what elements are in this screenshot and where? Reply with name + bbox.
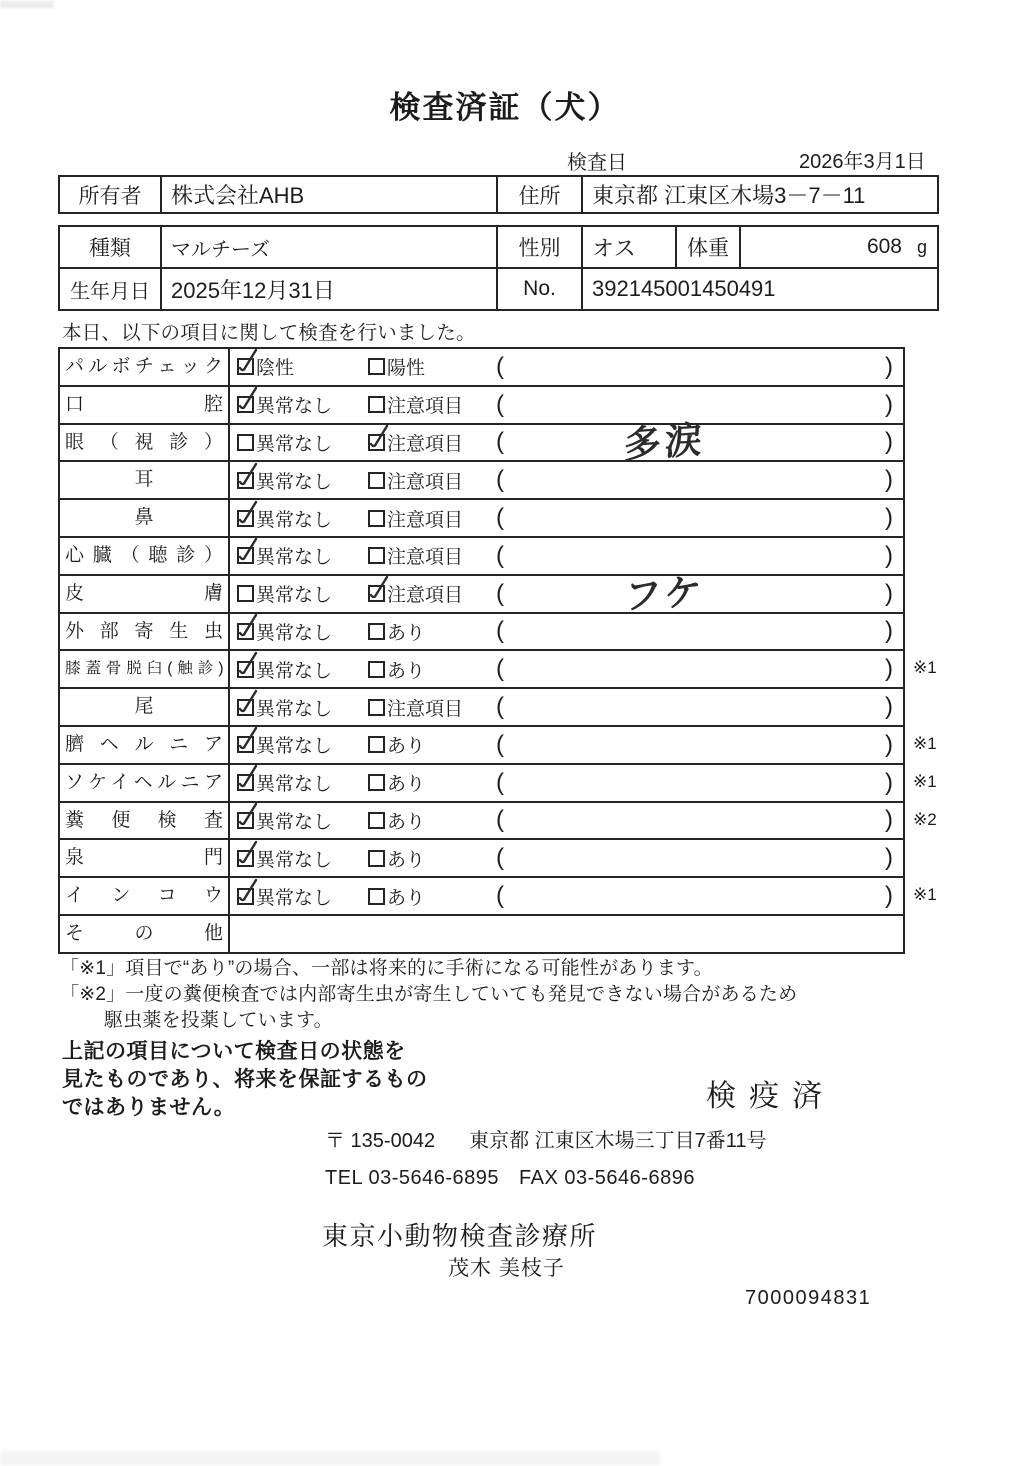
option1-label: 異常なし [256,774,333,796]
check-mark-icon [235,725,259,753]
table-row-box [58,460,905,500]
option2-label: あり [387,736,426,758]
option2 [368,614,425,650]
table-row [58,838,937,878]
table-row-box [58,536,905,576]
option1-label: 異常なし [256,471,333,493]
row-options [230,387,903,423]
address-label: 住所 [498,177,583,212]
check-mark-icon [235,536,259,564]
item-label: 皮膚 [60,576,230,612]
footnote-1: 「※1」項目で“あり”の場合、一部は将来的に手術になる可能性があります。 [60,958,713,979]
option1-label: 異常なし [256,585,333,607]
clinic-name: 東京小動物検査診療所 [322,1221,598,1251]
row-options [230,419,903,467]
table-row-box [58,419,905,467]
item-label: 口腔 [60,387,230,423]
option2-checkbox [368,812,385,829]
close-paren: ) [885,579,893,607]
item-label: 糞便検査 [60,803,230,839]
footnotes [60,956,797,1034]
option2-checkbox [368,396,385,413]
open-paren: ( [496,579,504,607]
option2-checkbox [368,434,385,451]
option1 [237,462,332,498]
option1-checkbox [237,510,254,527]
option1-checkbox [237,888,254,905]
row-options [230,570,903,618]
option1 [237,425,332,461]
option1-label: 異常なし [256,509,333,531]
table-row [58,570,937,618]
no-label: No. [498,269,583,309]
item-label: その他 [60,916,230,952]
open-paren: ( [496,693,504,721]
option1 [237,765,332,801]
close-paren: ) [885,655,893,683]
option1-checkbox [237,736,254,753]
fax-number: FAX 03-5646-6896 [519,1167,695,1189]
check-mark-icon [235,347,259,375]
option1-label: 異常なし [256,547,333,569]
check-mark-icon [235,688,259,716]
option2-checkbox [368,510,385,527]
option1-checkbox [237,396,254,413]
postal-code: 〒 135-0042 [325,1130,436,1152]
weight-cell [741,227,937,267]
scan-artifact-top [0,1,54,8]
option1-checkbox [237,358,254,375]
close-paren: ) [885,352,893,380]
open-paren: ( [496,806,504,834]
pet-info-table [58,225,939,311]
option1 [237,651,332,687]
tel-number: TEL 03-5646-6895 [325,1167,500,1189]
option2-label: 注意項目 [387,509,464,531]
open-paren: ( [496,768,504,796]
item-label: 外部寄生虫 [60,614,230,650]
table-row-box [58,649,905,689]
option2-label: 注意項目 [387,396,464,418]
inspection-date-value: 2026年3月1日 [799,151,926,173]
check-mark-icon [235,650,259,678]
handwritten-note [500,658,829,681]
handwritten-note [500,733,829,756]
clinic-address-line [325,1124,767,1153]
inspection-date-label: 検査日 [567,152,627,174]
option2-checkbox [368,358,385,375]
option2 [368,689,463,725]
table-row [58,687,937,727]
option2-label: あり [387,622,426,644]
option2 [368,349,425,385]
table-row-box [58,687,905,727]
open-paren: ( [496,655,504,683]
close-paren: ) [885,390,893,418]
item-label: 泉門 [60,840,230,876]
footnote-ref: ※1 [913,885,937,905]
table-row [58,612,937,652]
option1 [237,614,332,650]
table-row-box [58,838,905,878]
table-row [58,385,937,425]
option1-checkbox [237,850,254,867]
option2-checkbox [368,472,385,489]
option2-label: 注意項目 [387,585,464,607]
option1 [237,500,332,536]
check-mark-icon [235,612,259,640]
close-paren: ) [885,768,893,796]
option2-label: 注意項目 [387,471,464,493]
handwritten-note [500,544,829,567]
table-row [58,914,937,954]
row-options [230,727,903,763]
option2-checkbox [368,661,385,678]
check-mark-icon [235,839,259,867]
disclaimer-line-3: ではありません。 [62,1096,236,1119]
table-row [58,460,937,500]
owner-label: 所有者 [60,177,162,212]
breed-value: マルチーズ [162,227,498,267]
table-row [58,536,937,576]
handwritten-note [500,507,829,530]
open-paren: ( [496,390,504,418]
check-mark-icon [366,423,390,451]
check-mark-icon [235,877,259,905]
close-paren: ) [885,466,893,494]
option1-label: 異常なし [256,811,333,833]
table-row-box [58,876,905,916]
handwritten-note [500,809,829,832]
option2-label: 注意項目 [387,698,464,720]
close-paren: ) [885,504,893,532]
footnote-ref: ※1 [913,733,937,753]
table-row-box [58,385,905,425]
disclaimer [62,1038,428,1122]
table-row [58,419,937,467]
handwritten-note: フケ [623,570,707,618]
item-label: ソケイヘルニア [60,765,230,801]
handwritten-note [500,355,829,378]
table-row-box [58,570,905,618]
open-paren: ( [496,730,504,758]
item-label: 膝蓋骨脱臼(触診) [60,651,230,687]
option1-checkbox [237,547,254,564]
check-mark-icon [235,801,259,829]
close-paren: ) [885,730,893,758]
page-title: 検査済証（犬） [389,90,621,125]
option1 [237,878,332,914]
option2 [368,840,425,876]
option1-label: 異常なし [256,887,333,909]
option2 [368,538,463,574]
birthdate-label: 生年月日 [60,269,162,309]
close-paren: ) [885,617,893,645]
option1 [237,727,332,763]
open-paren: ( [496,844,504,872]
intro-text: 本日、以下の項目に関して検査を行いました。 [62,322,476,344]
footnote-ref: ※1 [913,771,937,791]
check-mark-icon [366,574,390,602]
table-row [58,498,937,538]
weight-label: 体重 [677,227,741,267]
option2 [368,765,425,801]
option2 [368,878,425,914]
handwritten-note [500,771,829,794]
option2 [368,425,463,461]
row-options [230,803,903,839]
open-paren: ( [496,466,504,494]
handwritten-note [500,696,829,719]
table-row-box [58,498,905,538]
clinic-phone-line [325,1167,695,1190]
option2 [368,387,463,423]
row-options [230,538,903,574]
option2-label: あり [387,660,426,682]
row-options [230,462,903,498]
option2 [368,651,425,687]
sex-label: 性別 [498,227,583,267]
item-label: 心臓（聴診） [60,538,230,574]
check-mark-icon [235,461,259,489]
handwritten-note [500,885,829,908]
option1 [237,349,294,385]
no-value: 392145001450491 [592,276,776,301]
address-value: 東京都 江東区木場3－7－11 [592,183,866,208]
item-label: 耳 [60,462,230,498]
option1-label: 異常なし [256,849,333,871]
option2-checkbox [368,699,385,716]
option1-label: 異常なし [256,698,333,720]
owner-table [58,175,939,214]
option1-checkbox [237,434,254,451]
check-mark-icon [235,499,259,527]
option1-label: 異常なし [256,736,333,758]
option1 [237,689,332,725]
table-row-box [58,914,905,954]
option1-checkbox [237,661,254,678]
open-paren: ( [496,541,504,569]
inspection-table [58,347,937,954]
handwritten-note [500,393,829,416]
row-options [230,651,903,687]
footnote-2-continued: 駆虫薬を投薬しています。 [104,1010,333,1031]
option1-label: 陰性 [256,358,295,380]
open-paren: ( [496,882,504,910]
option2-label: あり [387,849,426,871]
table-row [58,876,937,916]
row-options [230,689,903,725]
disclaimer-line-1: 上記の項目について検査日の状態を [62,1040,406,1063]
close-paren: ) [885,882,893,910]
close-paren: ) [885,541,893,569]
examiner-name: 茂木 美枝子 [448,1257,565,1280]
option1-label: 異常なし [256,660,333,682]
option1 [237,840,332,876]
option2-label: 注意項目 [387,433,464,455]
close-paren: ) [885,806,893,834]
option2-checkbox [368,547,385,564]
close-paren: ) [885,428,893,456]
option2-label: あり [387,774,426,796]
option1-checkbox [237,623,254,640]
option1 [237,387,332,423]
option1-label: 異常なし [256,622,333,644]
table-row [58,801,937,841]
item-label: 鼻 [60,500,230,536]
table-row-box [58,612,905,652]
owner-value: 株式会社AHB [162,177,498,212]
check-mark-icon [235,385,259,413]
option1-checkbox [237,699,254,716]
row-options [230,500,903,536]
open-paren: ( [496,352,504,380]
option2-checkbox [368,774,385,791]
close-paren: ) [885,693,893,721]
table-row [58,763,937,803]
option1 [237,803,332,839]
open-paren: ( [496,617,504,645]
table-row-box [58,347,905,387]
handwritten-note: 多涙 [622,419,707,467]
item-label: パルボチェック [60,349,230,385]
option2-checkbox [368,585,385,602]
clinic-address: 東京都 江東区木場三丁目7番11号 [469,1130,767,1152]
scan-artifact-bottom [0,1451,660,1466]
row-options [230,878,903,914]
option1-checkbox [237,774,254,791]
option2 [368,462,463,498]
open-paren: ( [496,504,504,532]
footnote-ref: ※1 [913,658,937,678]
breed-label: 種類 [60,227,162,267]
option2-label: 注意項目 [387,547,464,569]
option2 [368,500,463,536]
weight-unit: g [916,236,927,257]
table-row-box [58,801,905,841]
option1-checkbox [237,472,254,489]
row-options [230,840,903,876]
option2-label: あり [387,811,426,833]
option2-checkbox [368,736,385,753]
option2-checkbox [368,623,385,640]
weight-value: 608 [866,235,902,258]
item-label: 眼（視診） [60,425,230,461]
handwritten-note [500,469,829,492]
item-label: 臍ヘルニア [60,727,230,763]
table-row [58,725,937,765]
table-row-box [58,763,905,803]
option2 [368,576,463,612]
quarantine-stamp: 検疫済 [706,1080,835,1113]
option1 [237,576,332,612]
check-mark-icon [235,763,259,791]
close-paren: ) [885,844,893,872]
option2-label: あり [387,887,426,909]
row-options [230,765,903,801]
birthdate-value: 2025年12月31日 [162,269,498,309]
handwritten-note [500,847,829,870]
option1-label: 異常なし [256,433,333,455]
row-options [230,614,903,650]
footnote-2: 「※2」一度の糞便検査では内部寄生虫が寄生していても発見できない場合があるため [60,984,798,1005]
option1-checkbox [237,585,254,602]
disclaimer-line-2: 見たものであり、将来を保証するもの [62,1068,428,1091]
item-label: インコウ [60,878,230,914]
footnote-ref: ※2 [913,809,937,829]
row-options [230,349,903,385]
option2-checkbox [368,850,385,867]
table-row [58,649,937,689]
option2-label: 陽性 [387,358,426,380]
handwritten-note [500,620,829,643]
serial-number: 7000094831 [745,1287,872,1309]
option2-checkbox [368,888,385,905]
option1-label: 異常なし [256,396,333,418]
table-row [58,347,937,387]
open-paren: ( [496,428,504,456]
table-row-box [58,725,905,765]
option1 [237,538,332,574]
sex-value: オス [583,227,677,267]
option1-checkbox [237,812,254,829]
item-label: 尾 [60,689,230,725]
option2 [368,727,425,763]
option2 [368,803,425,839]
